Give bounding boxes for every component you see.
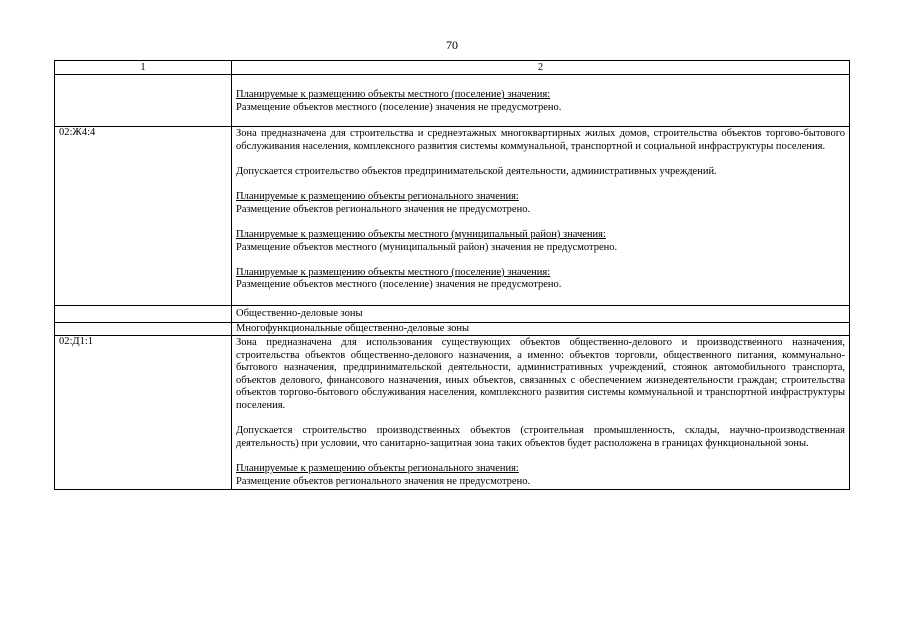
zone-purpose-text: Зона предназначена для строительства и среднеэтажных многоквартирных жилых домов, строительства объектов торгово-бытового обслуживания населения, комплексного развития системы коммунальной, транспортной и социальной инфраструктуры поселения. — [236, 128, 845, 152]
column-header-1: 1 — [55, 61, 232, 75]
zone-code-cell — [55, 322, 232, 336]
municipal-objects-text: Размещение объектов местного (муниципальный район) значения не предусмотрено. — [236, 241, 618, 253]
subsection-heading: Многофункциональные общественно-деловые зоны — [232, 322, 850, 336]
zones-table — [54, 60, 850, 490]
regional-objects-title: Планируемые к размещению объекты регионального значения: — [236, 463, 519, 475]
table-row — [55, 336, 850, 490]
zone-allowed-text: Допускается строительство производственных объектов (строительная промышленность, склады, научно-производственная деятельность) при условии, что санитарно-защитная зона таких объектов будет расположена в границах функциональной зоны. — [236, 425, 845, 449]
section-heading: Общественно-деловые зоны — [232, 305, 850, 322]
zone-purpose-text: Зона предназначена для использования существующих объектов общественно-делового и производственного назначения, строительства объектов общественно-делового назначения, а именно: объектов торговли, общественного питания, коммунально-бытового назначения, предпринимательской деятельности, административных учреждений, стоянок автомобильного транспорта, объектов делового, финансового назначения, иных объектов, связанных с обеспечением жизнедеятельности граждан; строительства объектов торгово-бытового обслуживания населения, комплексного развития системы коммунальной и транспортной инфраструктуры поселения. — [236, 337, 845, 412]
regional-objects-title: Планируемые к размещению объекты регионального значения: — [236, 191, 519, 203]
local-objects-title: Планируемые к размещению объекты местного (поселение) значения: — [236, 89, 551, 100]
zone-code-cell — [55, 305, 232, 322]
local-objects-text: Размещение объектов местного (поселение) значения не предусмотрено. — [236, 279, 562, 291]
table-row — [55, 75, 850, 127]
local-objects-text: Размещение объектов местного (поселение) значения не предусмотрено. — [236, 101, 562, 113]
zone-allowed-text: Допускается строительство объектов предпринимательской деятельности, административных учреждений. — [236, 165, 717, 177]
table-row — [55, 127, 850, 306]
table-header-row — [55, 61, 850, 75]
zone-code-cell: 02:Ж4:4 — [55, 127, 232, 306]
zone-description-cell — [232, 336, 850, 490]
regional-objects-text: Размещение объектов регионального значения не предусмотрено. — [236, 475, 531, 487]
zone-description-cell — [232, 75, 850, 127]
page-number: 70 — [446, 38, 458, 52]
zone-description-cell — [232, 127, 850, 306]
local-objects-title: Планируемые к размещению объекты местного (поселение) значения: — [236, 266, 551, 278]
regional-objects-text: Размещение объектов регионального значения не предусмотрено. — [236, 203, 531, 215]
table-row — [55, 305, 850, 322]
zone-code-cell: 02:Д1:1 — [55, 336, 232, 490]
zone-code-cell — [55, 75, 232, 127]
column-header-2: 2 — [232, 61, 850, 75]
municipal-objects-title: Планируемые к размещению объекты местного (муниципальный район) значения: — [236, 228, 606, 240]
table-row — [55, 322, 850, 336]
